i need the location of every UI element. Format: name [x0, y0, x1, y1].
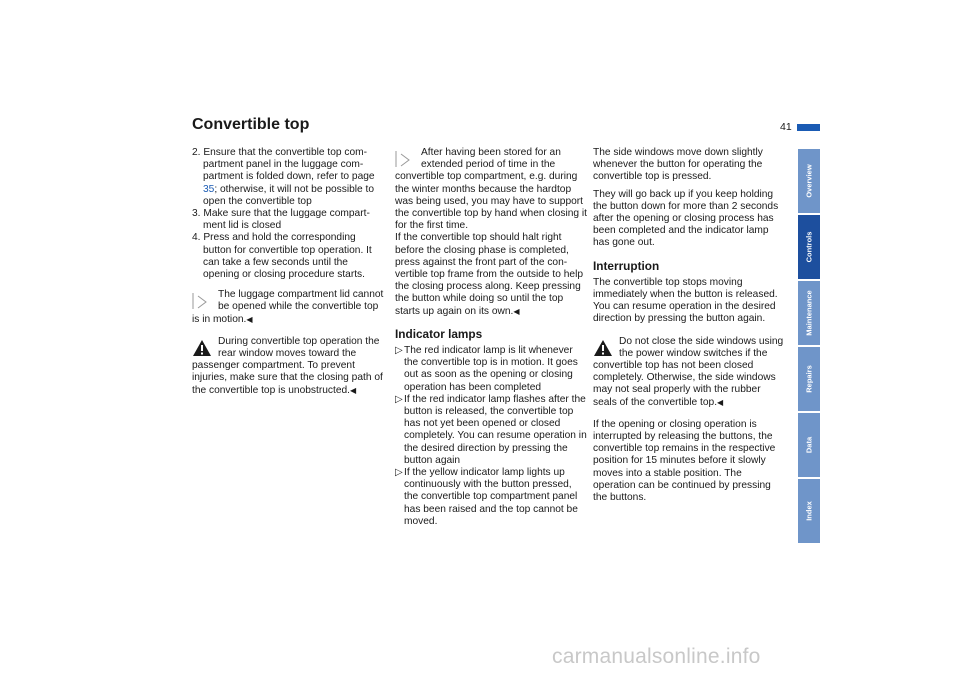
page-title: Convertible top — [192, 116, 310, 133]
warning-block: Do not close the side windows using the power window switches if the convertible top has not been closed completely. Otherwise, the side windows may not seal properly with the rubber seals of the convertible top.◀ — [593, 335, 784, 408]
end-mark-icon: ◀ — [350, 385, 357, 395]
list-item: ▷ If the red indicator lamp flashes after the button is released, the convertible top has not yet been opened or closed completely. You can resume operation in the desired direction by pressing the button again — [395, 393, 587, 466]
tab-controls[interactable]: Controls — [798, 215, 820, 279]
tab-repairs[interactable]: Repairs — [798, 347, 820, 411]
column-2 — [395, 147, 588, 528]
note-block: The luggage compartment lid cannot be opened while the convertible top is in motion.◀ — [192, 289, 384, 325]
paragraph: The side windows move down slightly whenever the button for operating the convertible top is pressed. — [593, 147, 763, 183]
list-item: 3. Make sure that the luggage compartment lid is closed — [192, 208, 370, 232]
end-mark-icon: ◀ — [513, 306, 520, 316]
column-1 — [192, 147, 385, 407]
tab-data[interactable]: Data — [798, 413, 820, 477]
list-item: ▷ If the yellow indicator lamp lights up continuously with the button pressed, the convertible top compartment panel has been raised and the top cannot be moved. — [395, 467, 578, 527]
page-link[interactable]: 35 — [203, 183, 215, 195]
paragraph: If the opening or closing operation is interrupted by releasing the buttons, the convertible top remains in the respective position for 15 minutes before it slowly moves into a stable position. The operation can be continued by pressing the buttons. — [593, 418, 776, 504]
tab-index[interactable]: Index — [798, 479, 820, 543]
column-3 — [593, 147, 786, 509]
list-item: ▷ The red indicator lamp is lit whenever the convertible top is in motion. It goes out as soon as the opening or closing operation has been completed — [395, 345, 578, 393]
note-icon — [192, 292, 212, 310]
section-heading-interruption: Interruption — [593, 258, 660, 273]
warning-block: During convertible top operation the rear window moves toward the passenger compartment. To prevent injuries, make sure that the closing path of the convertible top is unobstructed.◀ — [192, 335, 383, 396]
tab-overview[interactable]: Overview — [798, 149, 820, 213]
page-number: 41 — [780, 121, 792, 133]
end-mark-icon: ◀ — [717, 397, 724, 407]
note-block: After having been stored for an extended period of time in the convertible top compartment, e.g. during the winter months because the hardtop was being used, you may have to support the convertible top by hand when closing it for the first time. If the convertible top should halt right before the closing phase is completed, press against the front part of the convertible top frame from the outside to help the closing process along. Keep pressing the button while doing so until the top starts up again on its own.◀ — [395, 147, 587, 317]
tab-maintenance[interactable]: Maintenance — [798, 281, 820, 345]
warning-icon — [192, 339, 212, 357]
section-heading-indicator-lamps: Indicator lamps — [395, 326, 483, 341]
warning-icon — [593, 339, 613, 357]
list-item: 2. Ensure that the convertible top compartment panel in the luggage compartment is folded down, refer to page 35; otherwise, it will not be possible to open the convertible top — [192, 147, 375, 207]
bullet-arrow-icon: ▷ — [395, 345, 403, 357]
list-item: 4. Press and hold the corresponding button for convertible top operation. It can take a few seconds until the opening or closing procedure starts. — [192, 232, 372, 281]
paragraph: They will go back up if you keep holding the button down for more than 2 seconds after the opening or closing process has been completed and the indicator lamp has gone out. — [593, 188, 779, 249]
indicator-list — [395, 345, 588, 528]
bullet-arrow-icon: ▷ — [395, 467, 403, 479]
paragraph: The convertible top stops moving immediately when the button is released. You can resume operation in the desired direction by pressing the button again. — [593, 276, 778, 325]
steps-list — [192, 147, 385, 281]
end-mark-icon: ◀ — [246, 314, 253, 324]
watermark-text: carmanualsonline.info — [552, 645, 761, 668]
section-tabs — [798, 149, 820, 545]
note-icon — [395, 150, 415, 168]
page-marker-bar — [797, 124, 820, 131]
bullet-arrow-icon: ▷ — [395, 393, 403, 405]
